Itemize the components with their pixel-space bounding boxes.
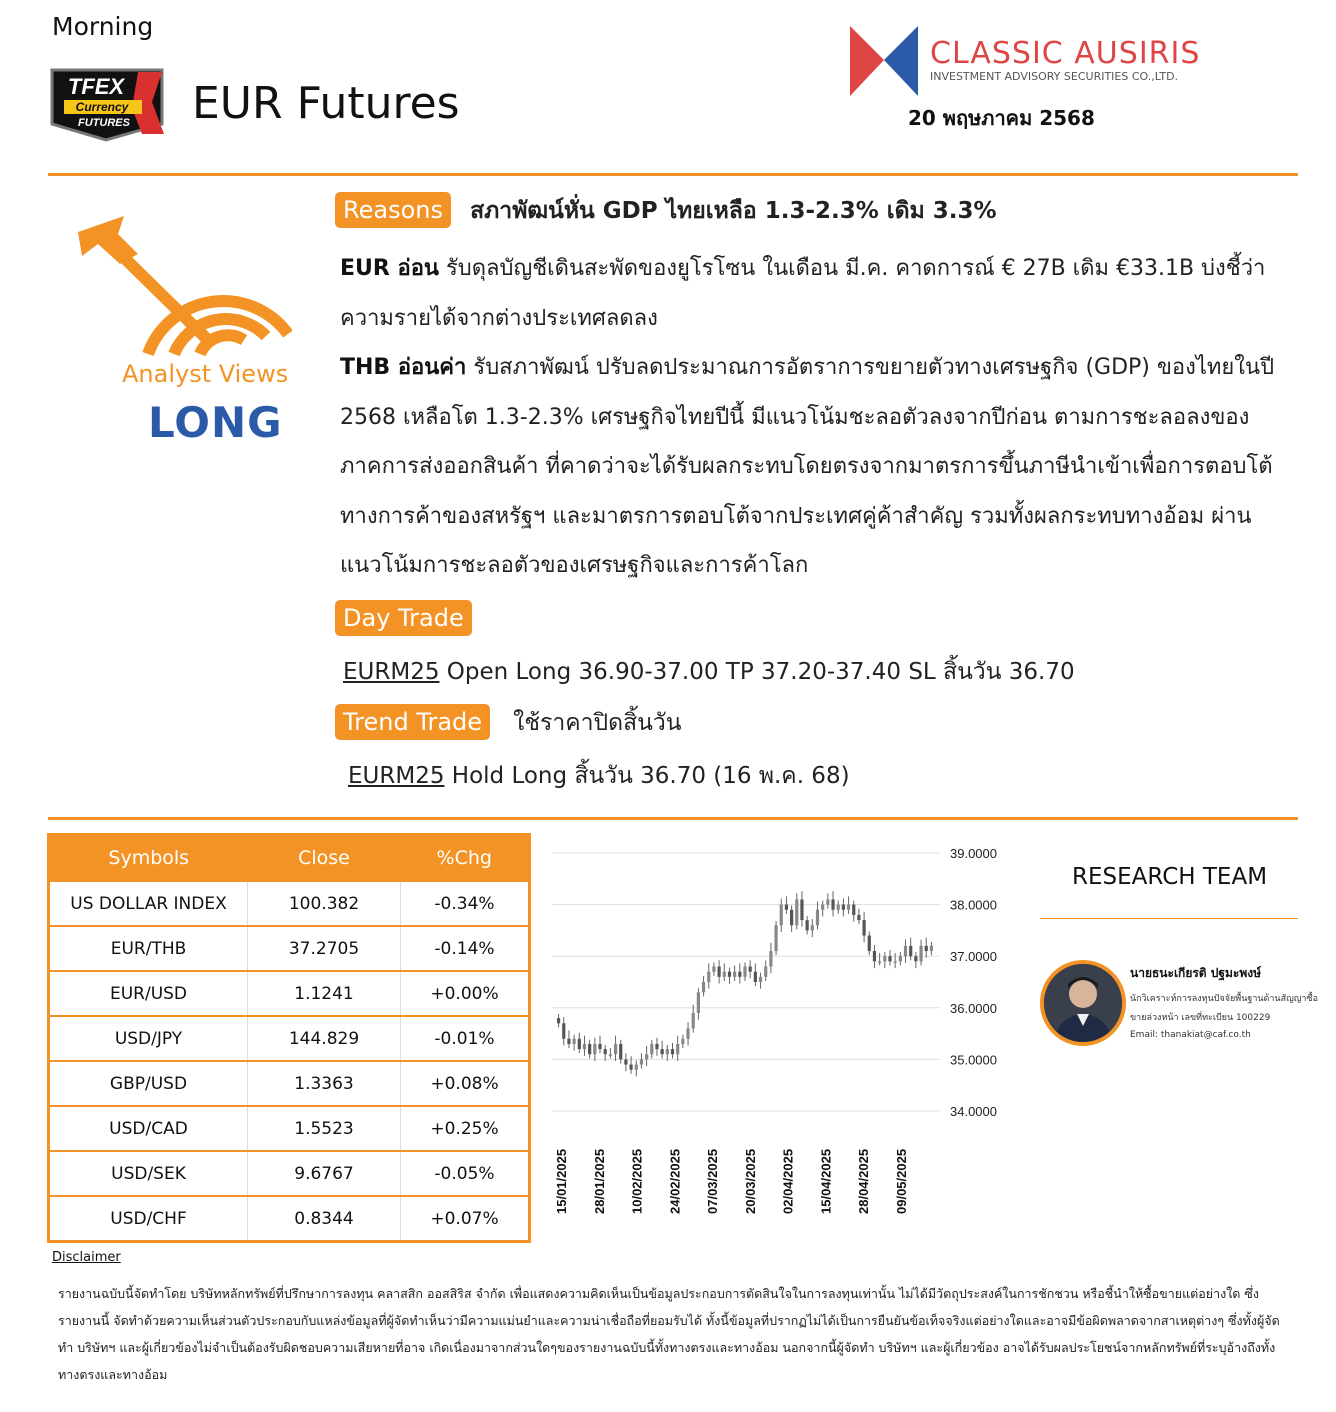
candle-body bbox=[816, 910, 819, 925]
candle-body bbox=[888, 956, 891, 961]
day-trade-pill: Day Trade bbox=[335, 600, 472, 636]
candle-body bbox=[624, 1059, 627, 1064]
x-tick-label: 24/02/2025 bbox=[667, 1148, 683, 1214]
candle-body bbox=[764, 967, 767, 977]
close-cell: 100.382 bbox=[248, 881, 401, 926]
divider-middle bbox=[48, 817, 1298, 820]
quotes-header-row bbox=[49, 835, 530, 882]
candle-body bbox=[676, 1044, 679, 1054]
x-tick-label: 07/03/2025 bbox=[705, 1148, 721, 1214]
candle-body bbox=[733, 972, 736, 977]
chg-cell: +0.25% bbox=[401, 1106, 530, 1151]
candle-body bbox=[562, 1023, 565, 1038]
symbol-cell: US DOLLAR INDEX bbox=[49, 881, 248, 926]
candle-body bbox=[645, 1054, 648, 1059]
candle-body bbox=[852, 905, 855, 915]
x-tick-label: 28/04/2025 bbox=[856, 1148, 872, 1214]
candle-body bbox=[914, 956, 917, 961]
chg-cell: -0.01% bbox=[401, 1016, 530, 1061]
candle-body bbox=[883, 956, 886, 961]
disclaimer-body: รายงานฉบับนี้จัดทำโดย บริษัทหลักทรัพย์ที่ปรึกษาการลงทุน คลาสสิก ออสสิริส จำกัด เพื่อแสดงความคิดเห็นเป็นข้อมูลประกอบการตัดสินใจในการลงทุนเท่านั้น ไม่ได้มีวัตถุประสงค์ในการชักชวน หรือชี้นำให้ซื้อขายแต่อย่างใด ซึ่งรายงานนี้ จัดทำด้วยความเห็นส่วนตัวประกอบกับแหล่งข้อมูลที่ผู้จัดทำเห็นว่ามีความแม่นยำและความน่าเชื่อถือที่ยอมรับได้ ทั้งนี้ข้อมูลที่ปรากฏไม่ได้เป็นการยืนยันข้อเท็จจริงแต่อย่างใดและอาจมีข้อผิดพลาดจากสาเหตุต่างๆ ซึ่งทั้งผู้จัดทำ บริษัทฯ และผู้เกี่ยวข้องไม่จำเป็นต้องรับผิดชอบความเสียหายที่อาจ เกิดเนื่องมาจากส่วนใดๆของรายงานฉบับนี้ทั้งทางตรงและทางอ้อม นอกจากนี้ผู้จัดทำ บริษัทฯ และผู้เกี่ยวข้อง อาจได้รับผลประโยชน์จากหลักทรัพย์ที่ระบุอ้างถึงทั้งทางตรงและทางอ้อม bbox=[58, 1286, 1280, 1382]
symbol-cell: EUR/USD bbox=[49, 971, 248, 1016]
candle-body bbox=[925, 946, 928, 951]
candle-body bbox=[573, 1039, 576, 1044]
y-tick-label: 38.0000 bbox=[950, 897, 997, 913]
reasons-body bbox=[340, 244, 1290, 591]
symbol-cell: USD/CAD bbox=[49, 1106, 248, 1151]
day-trade-pill-wrap bbox=[335, 600, 472, 636]
candle-body bbox=[614, 1044, 617, 1054]
candle-body bbox=[583, 1044, 586, 1049]
edition-label: Morning bbox=[52, 12, 154, 41]
table-row bbox=[49, 1016, 530, 1061]
price-chart-svg bbox=[540, 838, 1020, 1228]
y-tick-label: 36.0000 bbox=[950, 1000, 997, 1016]
x-tick-label: 15/04/2025 bbox=[818, 1148, 834, 1214]
y-tick-label: 34.0000 bbox=[950, 1104, 997, 1119]
x-tick-label: 20/03/2025 bbox=[742, 1148, 758, 1214]
candle-body bbox=[774, 925, 777, 951]
chg-cell: +0.08% bbox=[401, 1061, 530, 1106]
page-title: EUR Futures bbox=[192, 78, 460, 129]
symbol-cell: GBP/USD bbox=[49, 1061, 248, 1106]
y-tick-label: 35.0000 bbox=[950, 1052, 997, 1068]
tfex-logo bbox=[46, 64, 168, 142]
candle-body bbox=[806, 920, 809, 930]
table-row bbox=[49, 1196, 530, 1242]
x-tick-label: 10/02/2025 bbox=[629, 1148, 645, 1214]
logo-text-currency: Currency bbox=[75, 100, 129, 114]
analyst-name: นายธนะเกียรติ ปฐมะพงษ์ bbox=[1130, 966, 1262, 980]
candle-body bbox=[873, 951, 876, 961]
candle-body bbox=[671, 1049, 674, 1054]
candle-body bbox=[567, 1039, 570, 1044]
divider-top bbox=[48, 173, 1298, 176]
candle-body bbox=[837, 905, 840, 910]
candle-body bbox=[754, 972, 757, 982]
y-tick-label: 39.0000 bbox=[950, 846, 997, 861]
candle-body bbox=[821, 905, 824, 910]
reasons-paragraph-thb bbox=[340, 343, 1290, 591]
candle-body bbox=[811, 925, 814, 930]
candle-body bbox=[842, 905, 845, 910]
candle-body bbox=[759, 977, 762, 982]
table-row bbox=[49, 926, 530, 971]
trend-trade-text: Hold Long สิ้นวัน 36.70 (16 พ.ค. 68) bbox=[444, 763, 850, 789]
candle-body bbox=[588, 1044, 591, 1054]
trend-trade-pill: Trend Trade bbox=[335, 704, 490, 740]
header-chg: %Chg bbox=[401, 835, 530, 882]
candle-body bbox=[904, 946, 907, 956]
report-date: 20 พฤษภาคม 2568 bbox=[908, 106, 1095, 130]
target-icon bbox=[78, 214, 292, 364]
company-logo-icon bbox=[848, 24, 920, 98]
day-trade-line bbox=[343, 654, 1075, 690]
eur-text: รับดุลบัญชีเดินสะพัดของยูโรโซน ในเดือน มี.ค. คาดการณ์ € 27B เดิม €33.1B บ่งชี้ว่าความรายได้จากต่างประเทศลดลง bbox=[340, 256, 1266, 331]
candle-body bbox=[578, 1039, 581, 1049]
candle-body bbox=[743, 967, 746, 977]
company-subtitle: INVESTMENT ADVISORY SECURITIES CO.,LTD. bbox=[930, 70, 1179, 83]
reasons-headline: สภาพัฒน์หั่น GDP ไทยเหลือ 1.3-2.3% เดิม 3.3% bbox=[470, 198, 997, 224]
candle-body bbox=[681, 1039, 684, 1044]
close-cell: 144.829 bbox=[248, 1016, 401, 1061]
symbol-cell: USD/JPY bbox=[49, 1016, 248, 1061]
x-tick-label: 28/01/2025 bbox=[591, 1148, 607, 1214]
candle-body bbox=[790, 910, 793, 925]
analyst-email: Email: thanakiat@caf.co.th bbox=[1130, 1030, 1251, 1040]
candle-body bbox=[862, 920, 865, 935]
candle-body bbox=[655, 1044, 658, 1049]
thb-bold: THB อ่อนค่า bbox=[340, 355, 467, 380]
candle-body bbox=[712, 967, 715, 972]
eur-bold: EUR อ่อน bbox=[340, 256, 439, 281]
close-cell: 1.1241 bbox=[248, 971, 401, 1016]
table-row bbox=[49, 1106, 530, 1151]
symbol-cell: USD/SEK bbox=[49, 1151, 248, 1196]
chg-cell: -0.05% bbox=[401, 1151, 530, 1196]
trend-trade-row bbox=[335, 704, 681, 741]
disclaimer-title: Disclaimer bbox=[52, 1250, 121, 1265]
close-cell: 0.8344 bbox=[248, 1196, 401, 1242]
candle-body bbox=[598, 1044, 601, 1049]
candle-body bbox=[661, 1049, 664, 1054]
candle-body bbox=[899, 956, 902, 961]
quotes-table bbox=[47, 833, 531, 1243]
candle-body bbox=[629, 1065, 632, 1070]
candle-body bbox=[878, 961, 881, 963]
candle-body bbox=[728, 972, 731, 977]
chg-cell: -0.34% bbox=[401, 881, 530, 926]
table-row bbox=[49, 881, 530, 926]
logo-text-futures: FUTURES bbox=[78, 117, 130, 129]
candle-body bbox=[930, 946, 933, 951]
analyst-view-value: LONG bbox=[148, 398, 283, 447]
trend-trade-line bbox=[348, 758, 850, 794]
chg-cell: +0.00% bbox=[401, 971, 530, 1016]
table-row bbox=[49, 971, 530, 1016]
analyst-role: นักวิเคราะห์การลงทุนปัจจัยพื้นฐานด้านสัญญาซื้อขายล่วงหน้า เลขที่ทะเบียน 100229 bbox=[1130, 994, 1318, 1023]
candle-body bbox=[785, 905, 788, 910]
candle-body bbox=[692, 1013, 695, 1028]
candle-body bbox=[723, 972, 726, 977]
header-close: Close bbox=[248, 835, 401, 882]
candle-body bbox=[919, 946, 922, 961]
candle-body bbox=[909, 946, 912, 956]
analyst-views-label: Analyst Views bbox=[122, 360, 289, 388]
reasons-row bbox=[335, 192, 997, 229]
close-cell: 37.2705 bbox=[248, 926, 401, 971]
candle-body bbox=[831, 899, 834, 909]
day-trade-symbol: EURM25 bbox=[343, 659, 440, 685]
candle-body bbox=[800, 899, 803, 920]
candle-body bbox=[666, 1049, 669, 1054]
symbol-cell: EUR/THB bbox=[49, 926, 248, 971]
candle-body bbox=[707, 972, 710, 982]
chg-cell: +0.07% bbox=[401, 1196, 530, 1242]
candle-body bbox=[619, 1044, 622, 1059]
candle-body bbox=[894, 961, 897, 963]
candle-body bbox=[604, 1049, 607, 1054]
candle-body bbox=[702, 982, 705, 992]
candle-body bbox=[593, 1044, 596, 1054]
candle-body bbox=[686, 1028, 689, 1038]
thb-text: รับสภาพัฒน์ ปรับลดประมาณการอัตราการขยายตัวทางเศรษฐกิจ (GDP) ของไทยในปี 2568 เหลือโต 1.3-2.3% เศรษฐกิจไทยปีนี้ มีแนวโน้มชะลอตัวลงจากปีก่อน ตามการชะลอลงของภาคการส่งออกสินค้า ที่คาดว่าจะได้รับผลกระทบโดยตรงจากมาตรการขึ้นภาษีนำเข้าเพื่อการตอบโต้ทางการค้าของสหรัฐฯ และมาตรการตอบโต้จากประเทศคู่ค้าสำคัญ รวมทั้งผลกระทบทางอ้อม ผ่านแนวโน้มการชะลอตัวของเศรษฐกิจและการค้าโลก bbox=[340, 355, 1275, 578]
table-row bbox=[49, 1151, 530, 1196]
candle-body bbox=[847, 905, 850, 910]
candle-body bbox=[640, 1059, 643, 1064]
close-cell: 9.6767 bbox=[248, 1151, 401, 1196]
close-cell: 1.3363 bbox=[248, 1061, 401, 1106]
candle-body bbox=[868, 936, 871, 951]
y-tick-label: 37.0000 bbox=[950, 949, 997, 965]
candle-body bbox=[738, 972, 741, 977]
candle-body bbox=[718, 967, 721, 977]
x-tick-label: 15/01/2025 bbox=[554, 1148, 569, 1214]
x-tick-label: 09/05/2025 bbox=[894, 1148, 909, 1214]
price-chart bbox=[540, 838, 1020, 1228]
logo-text-tfex: TFEX bbox=[67, 74, 125, 99]
reasons-pill: Reasons bbox=[335, 192, 451, 228]
candle-body bbox=[769, 951, 772, 966]
table-row bbox=[49, 1061, 530, 1106]
x-tick-label: 02/04/2025 bbox=[780, 1148, 796, 1214]
trend-trade-symbol: EURM25 bbox=[348, 763, 445, 789]
chg-cell: -0.14% bbox=[401, 926, 530, 971]
trend-trade-note: ใช้ราคาปิดสิ้นวัน bbox=[513, 710, 682, 736]
close-cell: 1.5523 bbox=[248, 1106, 401, 1151]
candle-body bbox=[749, 967, 752, 972]
header-symbols: Symbols bbox=[49, 835, 248, 882]
research-team-title: RESEARCH TEAM bbox=[1072, 864, 1268, 890]
candle-body bbox=[857, 915, 860, 920]
day-trade-text: Open Long 36.90-37.00 TP 37.20-37.40 SL สิ้นวัน 36.70 bbox=[439, 659, 1075, 685]
candle-body bbox=[609, 1054, 612, 1056]
candle-body bbox=[650, 1044, 653, 1054]
candle-body bbox=[826, 899, 829, 904]
candle-body bbox=[795, 899, 798, 925]
candle-body bbox=[697, 992, 700, 1013]
company-name: CLASSIC AUSIRIS bbox=[930, 36, 1201, 71]
research-divider bbox=[1040, 918, 1298, 919]
symbol-cell: USD/CHF bbox=[49, 1196, 248, 1242]
candle-body bbox=[635, 1065, 638, 1070]
candle-body bbox=[780, 905, 783, 926]
candle-body bbox=[557, 1018, 560, 1023]
analyst-avatar bbox=[1040, 960, 1126, 1046]
reasons-paragraph-eur bbox=[340, 244, 1290, 343]
